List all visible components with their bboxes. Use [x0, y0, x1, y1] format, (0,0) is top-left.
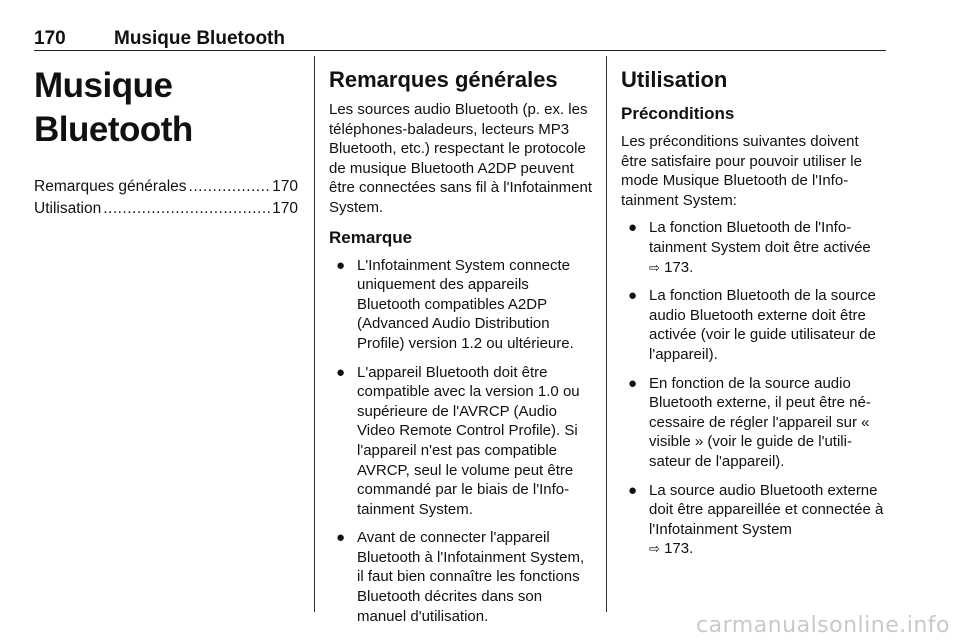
- list-item: [329, 528, 593, 626]
- toc-entry-page: 170: [272, 200, 298, 217]
- bullet-icon: ●: [628, 219, 638, 237]
- toc-entry-label: Utilisation: [34, 200, 102, 217]
- column-general-notes: [329, 60, 593, 635]
- bullet-icon: ●: [628, 374, 638, 392]
- note-heading: Remarque: [329, 227, 413, 247]
- bullet-icon: ●: [336, 529, 346, 547]
- toc-entry[interactable]: [34, 198, 298, 220]
- section-intro: Les sources audio Bluetooth (p. ex. les téléphones-baladeurs, lecteurs MP3 Bluetooth, etc.) respectant le protocole de musique Bluetooth A2DP peuvent être connectées sans fil à l'Infotainment System.: [329, 101, 593, 216]
- page-reference[interactable]: 173.: [664, 258, 694, 276]
- list-item: [621, 374, 887, 472]
- page-reference-arrow-icon[interactable]: ⇨: [649, 541, 660, 557]
- bullet-icon: ●: [628, 287, 638, 305]
- bullet-icon: ●: [336, 256, 346, 274]
- chapter-title: Musique Bluetooth: [34, 66, 193, 149]
- list-item-text: La source audio Bluetooth externe doit être appareillée et connectée à l'Infotainment System: [649, 481, 884, 538]
- list-item-text: La fonction Bluetooth de la source audio Bluetooth externe doit être activée (voir le guide utilisateur de l'appareil).: [649, 287, 876, 363]
- note-list: [329, 256, 593, 627]
- subsection-heading: Préconditions: [621, 104, 735, 123]
- toc-entry[interactable]: [34, 176, 298, 198]
- page-header: [34, 28, 886, 51]
- list-item: [329, 256, 593, 354]
- section-heading: Remarques générales: [329, 67, 558, 92]
- column-divider: [606, 56, 607, 612]
- list-item-text: L'appareil Bluetooth doit être compatible avec la version 1.0 ou supérieure de l'AVRCP (Audio Video Remote Control Profile). Si l'appareil n'est pas compatible AVRCP, seul le volume peut être commandé par le biais de l'Infotainment System.: [357, 363, 580, 518]
- list-item-text: L'Infotainment System connecte uniquement des appareils Bluetooth compatibles A2DP (Advanced Audio Distribution Profile) version 1.2 ou ultérieure.: [357, 256, 574, 352]
- page-number: 170: [34, 28, 66, 49]
- bullet-icon: ●: [336, 363, 346, 381]
- bullet-icon: ●: [628, 481, 638, 499]
- page-reference[interactable]: 173.: [664, 540, 694, 558]
- list-item: [621, 286, 887, 364]
- toc-entry-label: Remarques générales: [34, 178, 187, 195]
- watermark: carmanualsonline.info: [696, 613, 950, 638]
- list-item-text: En fonction de la source audio Bluetooth externe, il peut être nécessaire de régler l'appareil sur « visible » (voir le guide de l'utilisateur de l'appareil).: [649, 374, 871, 470]
- toc-entry-page: 170: [272, 178, 298, 195]
- list-item: [621, 481, 887, 559]
- preconditions-list: [621, 218, 887, 559]
- list-item-text: La fonction Bluetooth de l'Infotainment System doit être activée: [649, 219, 871, 256]
- section-intro: Les préconditions suivantes doivent être satisfaire pour pouvoir utiliser le mode Musique Bluetooth de l'Infotainment System:: [621, 133, 862, 209]
- list-item: [329, 363, 593, 520]
- chapter-name: Musique Bluetooth: [114, 28, 285, 49]
- toc-leader-dots: [103, 198, 270, 220]
- column-divider: [314, 56, 315, 612]
- list-item: [621, 218, 887, 277]
- column-usage: [621, 60, 887, 568]
- toc-leader-dots: [189, 176, 271, 198]
- page-reference-arrow-icon[interactable]: ⇨: [649, 259, 660, 275]
- list-item-text: Avant de connecter l'appareil Bluetooth à l'Infotainment System, il faut bien connaître les fonctions Bluetooth décrites dans son manuel d'utilisation.: [357, 529, 585, 625]
- section-heading: Utilisation: [621, 67, 728, 92]
- column-toc: [34, 60, 298, 220]
